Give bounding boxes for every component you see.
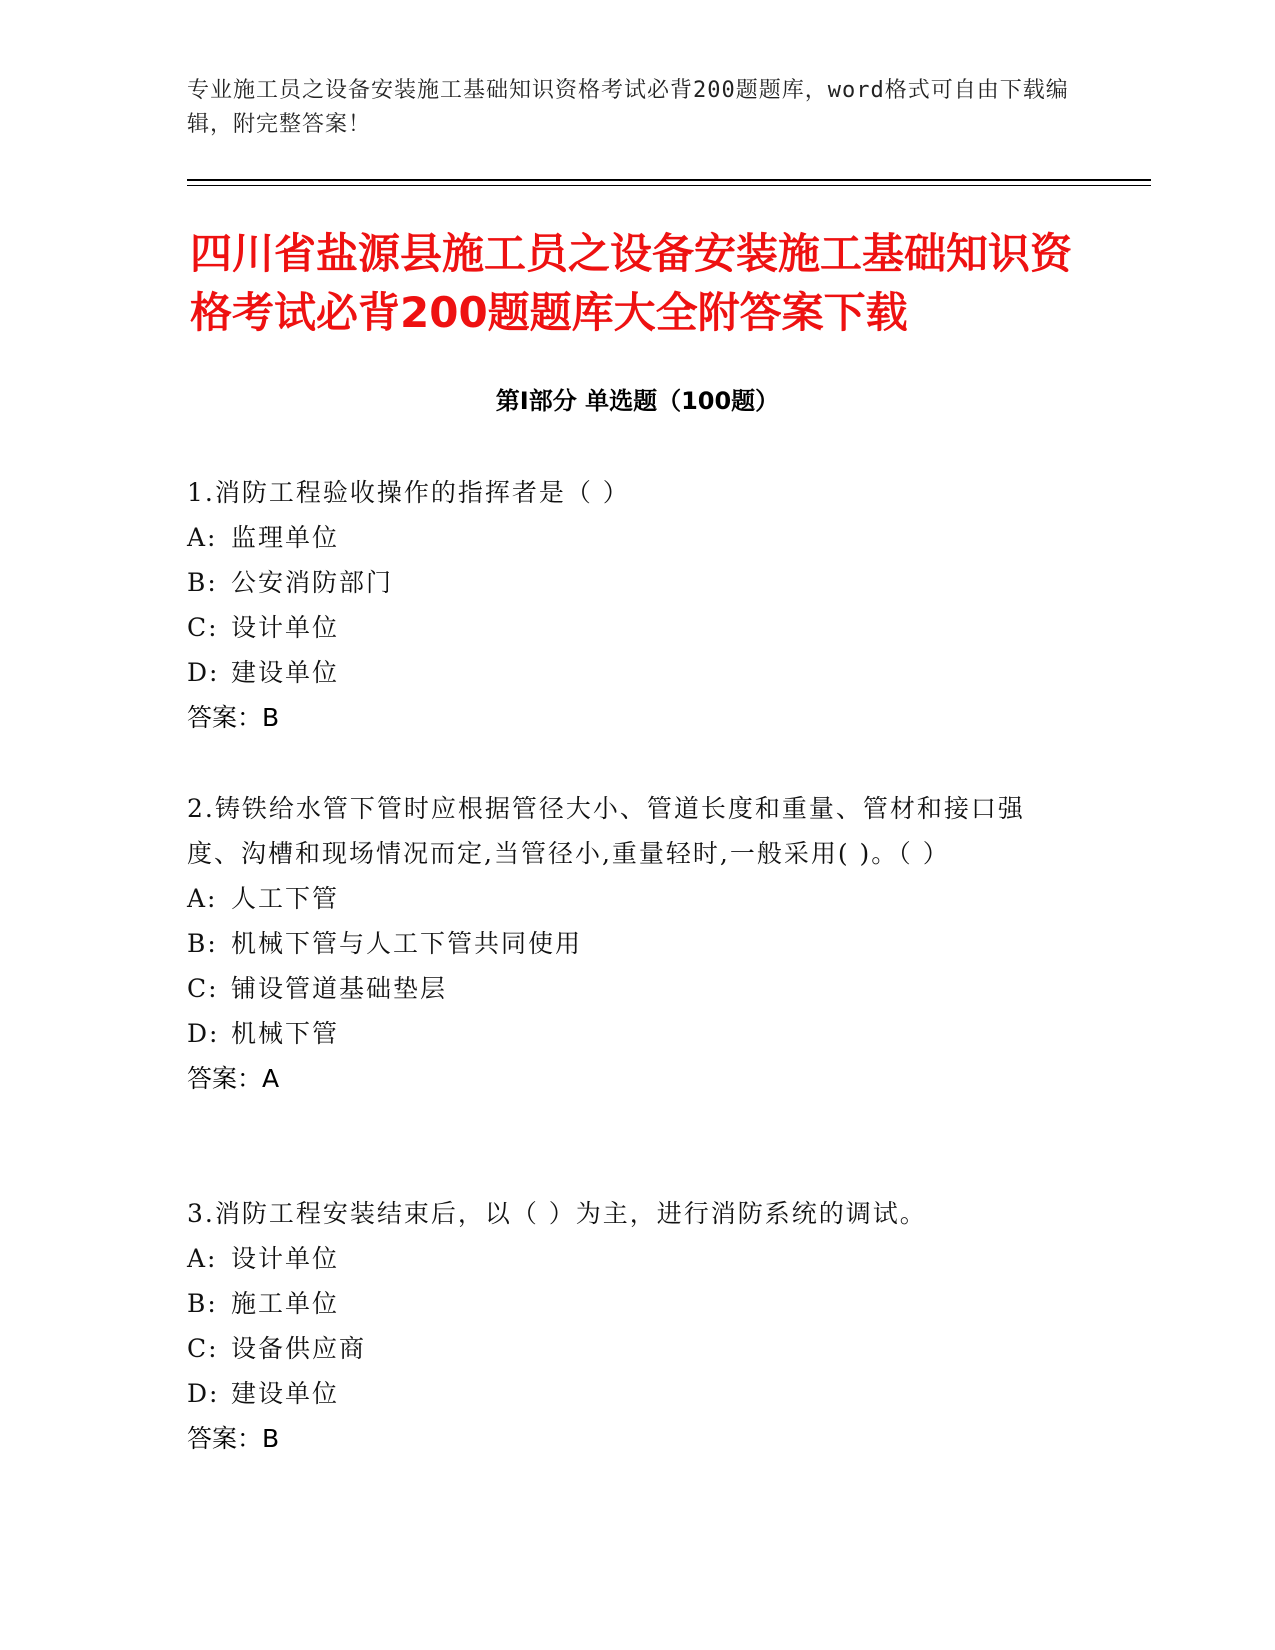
option-text: 公安消防部门 [231, 568, 394, 597]
option-key: B: [187, 568, 218, 597]
option-text: 建设单位 [231, 1379, 340, 1408]
header-divider-thick [187, 179, 1151, 181]
option-c [187, 1326, 1067, 1371]
header-divider-thin [187, 185, 1151, 186]
answer: 答案：A [187, 1064, 280, 1093]
option-d [187, 650, 1067, 695]
option-b [187, 1281, 1067, 1326]
option-b [187, 921, 1067, 966]
option-a [187, 1236, 1067, 1281]
header-note: 专业施工员之设备安装施工基础知识资格考试必背200题题库，word格式可自由下载编辑，附完整答案！ [187, 78, 1069, 137]
option-key: C: [187, 613, 219, 642]
option-key: B: [187, 1289, 218, 1318]
option-d [187, 1011, 1067, 1056]
option-text: 设备供应商 [231, 1334, 367, 1363]
option-text: 设计单位 [231, 613, 340, 642]
option-key: A: [187, 1244, 218, 1273]
option-text: 人工下管 [231, 884, 340, 913]
option-a [187, 515, 1067, 560]
option-key: B: [187, 929, 218, 958]
option-a [187, 876, 1067, 921]
option-key: D: [187, 1019, 220, 1048]
answer: 答案：B [187, 1424, 280, 1453]
option-key: C: [187, 974, 219, 1003]
section-heading: 第Ⅰ部分 单选题（100题） [495, 387, 780, 415]
option-text: 机械下管 [231, 1019, 340, 1048]
answer: 答案：B [187, 703, 280, 732]
question-3 [187, 1191, 1067, 1461]
option-text: 建设单位 [231, 658, 340, 687]
question-stem: 2.铸铁给水管下管时应根据管径大小、管道长度和重量、管材和接口强度、沟槽和现场情况而定,当管径小,重量轻时,一般采用( )。（ ） [187, 794, 1025, 868]
option-text: 施工单位 [231, 1289, 340, 1318]
option-c [187, 605, 1067, 650]
question-stem: 1.消防工程验收操作的指挥者是（ ） [187, 478, 630, 507]
question-stem: 3.消防工程安装结束后，以（ ）为主，进行消防系统的调试。 [187, 1199, 927, 1228]
option-text: 设计单位 [231, 1244, 340, 1273]
question-2 [187, 786, 1067, 1101]
option-text: 铺设管道基础垫层 [231, 974, 448, 1003]
option-d [187, 1371, 1067, 1416]
option-key: A: [187, 884, 218, 913]
option-key: C: [187, 1334, 219, 1363]
option-key: D: [187, 658, 220, 687]
option-text: 机械下管与人工下管共同使用 [231, 929, 583, 958]
option-key: A: [187, 523, 218, 552]
option-b [187, 560, 1067, 605]
document-title: 四川省盐源县施工员之设备安装施工基础知识资格考试必背200题题库大全附答案下载 [190, 229, 1073, 337]
option-key: D: [187, 1379, 220, 1408]
question-1 [187, 470, 1067, 740]
option-text: 监理单位 [231, 523, 340, 552]
option-c [187, 966, 1067, 1011]
